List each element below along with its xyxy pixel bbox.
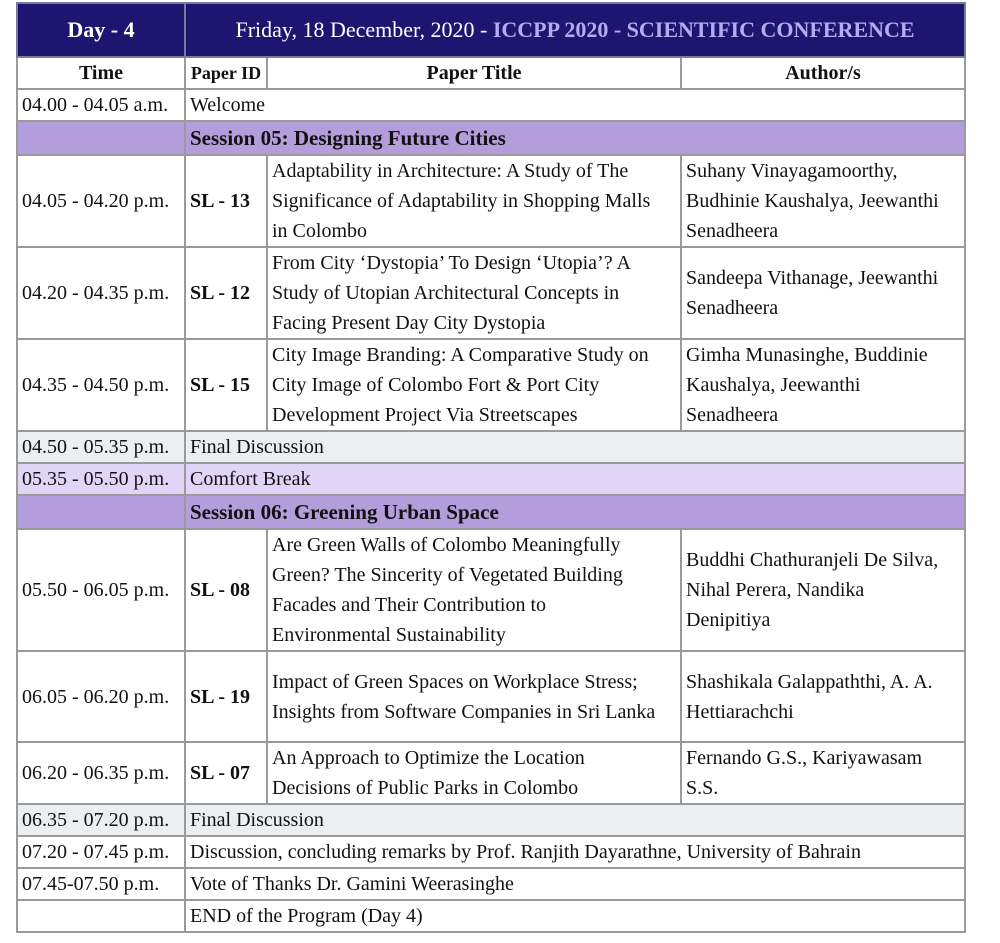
time-cell: 04.20 - 04.35 p.m.	[17, 247, 185, 339]
table-row	[17, 804, 965, 836]
paper-id-cell: SL - 13	[185, 155, 267, 247]
table-row	[17, 89, 965, 121]
time-cell: 06.35 - 07.20 p.m.	[17, 804, 185, 836]
title-line: Facing Present Day City Dystopia	[272, 312, 546, 334]
paper-title-cell	[267, 155, 681, 247]
title-line: Green? The Sincerity of Vegetated Building	[272, 564, 623, 586]
author-line: Fernando G.S., Kariyawasam	[686, 747, 923, 769]
author-line: Buddhi Chathuranjeli De Silva,	[686, 549, 939, 571]
event-cell: Vote of Thanks Dr. Gamini Weerasinghe	[185, 868, 965, 900]
table-row	[17, 463, 965, 495]
title-line: Are Green Walls of Colombo Meaningfully	[272, 534, 621, 556]
time-cell: 04.50 - 05.35 p.m.	[17, 431, 185, 463]
header-date	[185, 3, 965, 57]
event-cell: END of the Program (Day 4)	[185, 900, 965, 932]
col-time: Time	[17, 57, 185, 89]
title-line: City Image Branding: A Comparative Study on	[272, 344, 649, 366]
time-cell: 06.20 - 06.35 p.m.	[17, 742, 185, 804]
table-row	[17, 868, 965, 900]
authors-cell	[681, 247, 965, 339]
authors-cell	[681, 651, 965, 742]
time-cell: 04.00 - 04.05 a.m.	[17, 89, 185, 121]
title-line: Adaptability in Architecture: A Study of The	[272, 160, 629, 182]
event-cell: Discussion, concluding remarks by Prof. Ranjith Dayarathne, University of Bahrain	[185, 836, 965, 868]
table-row	[17, 247, 965, 339]
title-line: Significance of Adaptability in Shopping Malls	[272, 190, 651, 212]
schedule-table	[16, 2, 966, 933]
time-cell: 04.05 - 04.20 p.m.	[17, 155, 185, 247]
authors-cell	[681, 339, 965, 431]
author-line: Budhinie Kaushalya, Jeewanthi	[686, 190, 939, 212]
event-cell: Comfort Break	[185, 463, 965, 495]
empty-cell	[17, 121, 185, 155]
author-line: Denipitiya	[686, 609, 771, 631]
time-cell	[17, 900, 185, 932]
col-paper-id: Paper ID	[185, 57, 267, 89]
paper-title-cell	[267, 651, 681, 742]
title-line: Insights from Software Companies in Sri Lanka	[272, 700, 656, 723]
author-line: Nihal Perera, Nandika	[686, 579, 865, 601]
author-line: Senadheera	[686, 404, 779, 426]
time-cell: 04.35 - 04.50 p.m.	[17, 339, 185, 431]
paper-id-cell: SL - 19	[185, 651, 267, 742]
event-cell: Welcome	[185, 89, 965, 121]
column-header-row	[17, 57, 965, 89]
authors-cell	[681, 529, 965, 651]
title-line: City Image of Colombo Fort & Port City	[272, 374, 600, 396]
table-row	[17, 431, 965, 463]
date-text: Friday, 18 December, 2020 -	[235, 17, 493, 42]
table-row	[17, 836, 965, 868]
empty-cell	[17, 495, 185, 529]
title-line: Development Project Via Streetscapes	[272, 404, 578, 426]
title-line: Facades and Their Contribution to	[272, 594, 547, 616]
session-row	[17, 495, 965, 529]
paper-id-cell: SL - 12	[185, 247, 267, 339]
title-line: in Colombo	[272, 220, 368, 242]
author-line: Sandeepa Vithanage, Jeewanthi	[686, 267, 939, 289]
authors-cell	[681, 155, 965, 247]
day-label: Day - 4	[17, 3, 185, 57]
table-row	[17, 155, 965, 247]
author-line: Hettiarachchi	[686, 700, 794, 723]
paper-id-cell: SL - 15	[185, 339, 267, 431]
paper-title-cell	[267, 529, 681, 651]
author-line: Suhany Vinayagamoorthy,	[686, 160, 898, 182]
paper-id-cell: SL - 07	[185, 742, 267, 804]
col-paper-title: Paper Title	[267, 57, 681, 89]
title-line: From City ‘Dystopia’ To Design ‘Utopia’? A	[272, 252, 631, 274]
col-authors: Author/s	[681, 57, 965, 89]
author-line: Kaushalya, Jeewanthi	[686, 374, 861, 396]
table-row	[17, 339, 965, 431]
title-line: Decisions of Public Parks in Colombo	[272, 777, 579, 799]
author-line: Shashikala Galappaththi, A. A.	[686, 670, 933, 693]
paper-id-cell: SL - 08	[185, 529, 267, 651]
author-line: Senadheera	[686, 297, 779, 319]
author-line: Gimha Munasinghe, Buddinie	[686, 344, 928, 366]
table-row	[17, 900, 965, 932]
authors-cell	[681, 742, 965, 804]
event-cell: Final Discussion	[185, 804, 965, 836]
title-line: Environmental Sustainability	[272, 624, 506, 646]
session-title: Session 06: Greening Urban Space	[185, 495, 965, 529]
table-row	[17, 742, 965, 804]
title-line: An Approach to Optimize the Location	[272, 747, 585, 769]
time-cell: 05.35 - 05.50 p.m.	[17, 463, 185, 495]
time-cell: 05.50 - 06.05 p.m.	[17, 529, 185, 651]
time-cell: 07.20 - 07.45 p.m.	[17, 836, 185, 868]
table-row	[17, 651, 965, 742]
header-row	[17, 3, 965, 57]
session-row	[17, 121, 965, 155]
time-cell: 06.05 - 06.20 p.m.	[17, 651, 185, 742]
table-row	[17, 529, 965, 651]
paper-title-cell	[267, 247, 681, 339]
session-title: Session 05: Designing Future Cities	[185, 121, 965, 155]
conference-name: ICCPP 2020 - SCIENTIFIC CONFERENCE	[492, 17, 915, 42]
time-cell: 07.45-07.50 p.m.	[17, 868, 185, 900]
event-cell: Final Discussion	[185, 431, 965, 463]
author-line: Senadheera	[686, 220, 779, 242]
title-line: Impact of Green Spaces on Workplace Stress;	[272, 670, 638, 693]
paper-title-cell	[267, 742, 681, 804]
author-line: S.S.	[686, 777, 719, 799]
paper-title-cell	[267, 339, 681, 431]
title-line: Study of Utopian Architectural Concepts in	[272, 282, 620, 304]
